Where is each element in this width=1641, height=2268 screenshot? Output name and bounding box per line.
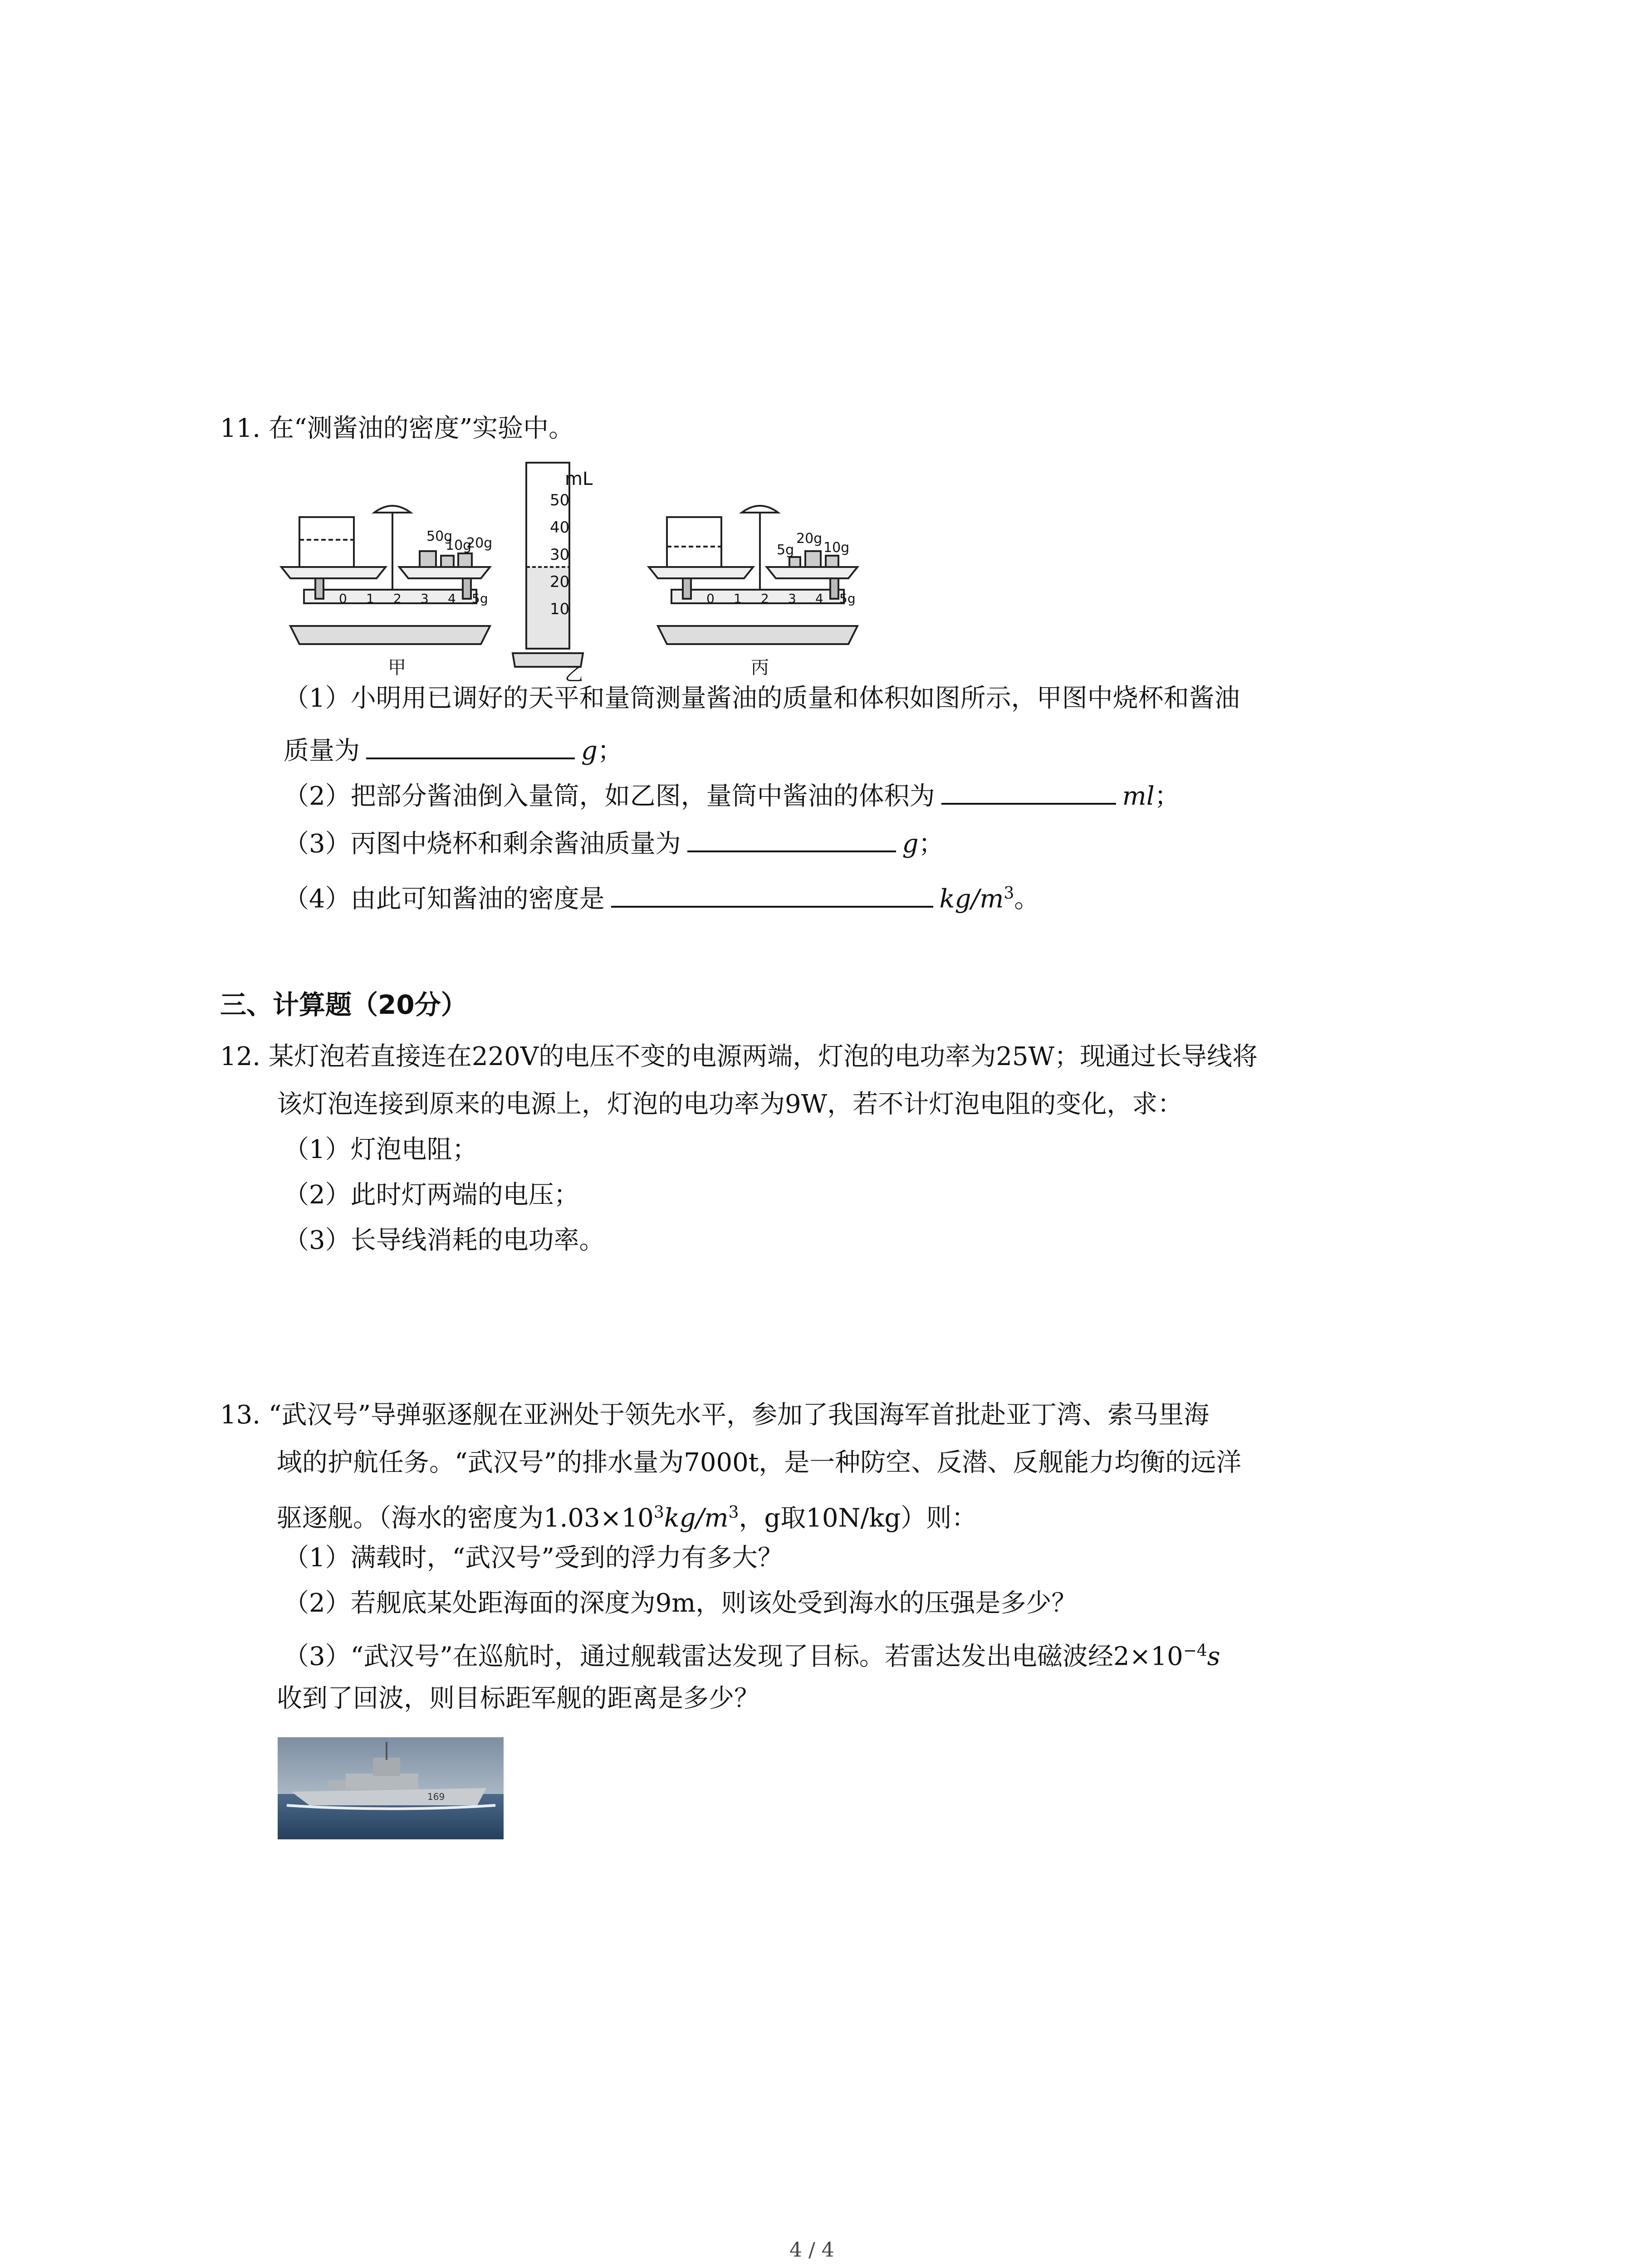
q11-part1-line1: （1）小明用已调好的天平和量筒测量酱油的质量和体积如图所示，甲图中烧杯和酱油 xyxy=(284,684,1240,713)
measuring-cylinder-yi xyxy=(513,463,583,667)
jia-scale-2: 2 xyxy=(393,591,402,606)
cylinder-tick-50: 50 xyxy=(550,491,570,509)
bing-scale-1: 1 xyxy=(734,591,742,606)
cylinder-tick-40: 40 xyxy=(550,518,570,537)
cylinder-unit: mL xyxy=(565,469,593,489)
cylinder-tick-20: 20 xyxy=(550,573,570,591)
bing-scale-0: 0 xyxy=(706,591,715,606)
section-3-heading: 三、计算题（20分） xyxy=(220,989,467,1020)
q13-part2: （2）若舰底某处距海面的深度为9m，则该处受到海水的压强是多少？ xyxy=(284,1589,1077,1618)
jia-scale-4: 4 xyxy=(448,591,456,606)
jia-weight-3: 20g xyxy=(466,535,493,551)
q13-part1: （1）满载时，“武汉号”受到的浮力有多大？ xyxy=(284,1543,783,1573)
jia-scale-0: 0 xyxy=(339,591,347,606)
answer-blank-2[interactable] xyxy=(941,776,1116,805)
q11-part4: （4）由此可知酱油的密度是 $kg/m^3$。 xyxy=(284,875,1039,918)
balance-jia xyxy=(281,506,493,644)
figure-label-yi: 乙 xyxy=(565,664,583,685)
jia-scale-1: 1 xyxy=(366,591,374,606)
q13-part3-line1: （3）“武汉号”在巡航时，通过舰载雷达发现了目标。若雷达发出电磁波经$2\times 10^{-4}s$ xyxy=(284,1642,1220,1672)
q13-line1: 13. “武汉号”导弹驱逐舰在亚洲处于领先水平，参加了我国海军首批赴亚丁湾、索马里海 xyxy=(220,1400,1210,1430)
page-number: 4 / 4 xyxy=(789,2239,834,2262)
q11-part1-line2: 质量为 g； xyxy=(284,730,623,769)
cylinder-tick-10: 10 xyxy=(550,600,570,618)
bing-scale-5: 5g xyxy=(839,591,856,606)
warship-photo xyxy=(278,1737,504,1839)
answer-blank-4[interactable] xyxy=(611,879,933,908)
jia-weight-1: 50g xyxy=(426,528,453,544)
q12-part2: （2）此时灯两端的电压； xyxy=(284,1180,579,1210)
jia-scale-5: 5g xyxy=(472,591,488,606)
bing-weight-3: 10g xyxy=(823,540,850,556)
q11-part3: （3）丙图中烧杯和剩余酱油质量为 g； xyxy=(284,823,944,862)
bing-scale-4: 4 xyxy=(815,591,823,606)
q12-line2: 该灯泡连接到原来的电源上，灯泡的电功率为9W，若不计灯泡电阻的变化，求： xyxy=(277,1090,1183,1119)
bing-scale-2: 2 xyxy=(761,591,769,606)
bing-weight-1: 5g xyxy=(777,542,794,558)
q12-part3: （3）长导线消耗的电功率。 xyxy=(284,1226,605,1255)
q11-part2: （2）把部分酱油倒入量筒，如乙图，量筒中酱油的体积为 ml； xyxy=(284,776,1180,815)
bing-weight-2: 20g xyxy=(796,531,823,547)
answer-blank-1[interactable] xyxy=(366,730,575,759)
figure-label-bing: 丙 xyxy=(751,657,769,678)
answer-blank-3[interactable] xyxy=(687,823,896,852)
jia-weight-2: 10g xyxy=(446,538,472,553)
balance-bing xyxy=(649,506,857,644)
q13-part3-line2: 收到了回波，则目标距军舰的距离是多少？ xyxy=(277,1684,759,1713)
jia-scale-3: 3 xyxy=(421,591,429,606)
cylinder-tick-30: 30 xyxy=(550,546,570,564)
hull-number: 169 xyxy=(427,1791,445,1802)
figure-label-jia: 甲 xyxy=(388,657,406,678)
q12-part1: （1）灯泡电阻； xyxy=(284,1135,478,1164)
bing-scale-3: 3 xyxy=(788,591,796,606)
q13-line2: 域的护航任务。“武汉号”的排水量为7000t，是一种防空、反潜、反舰能力均衡的远洋 xyxy=(277,1448,1242,1477)
q12-line1: 12. 某灯泡若直接连在220V的电压不变的电源两端，灯泡的电功率为25W；现通过长导线将 xyxy=(220,1042,1258,1071)
q11-stem: 11. 在“测酱油的密度”实验中。 xyxy=(220,414,574,443)
q13-line3: 驱逐舰。（海水的密度为$1.03\times 10^3kg/m^3$，g取10N/kg）则： xyxy=(277,1503,977,1533)
